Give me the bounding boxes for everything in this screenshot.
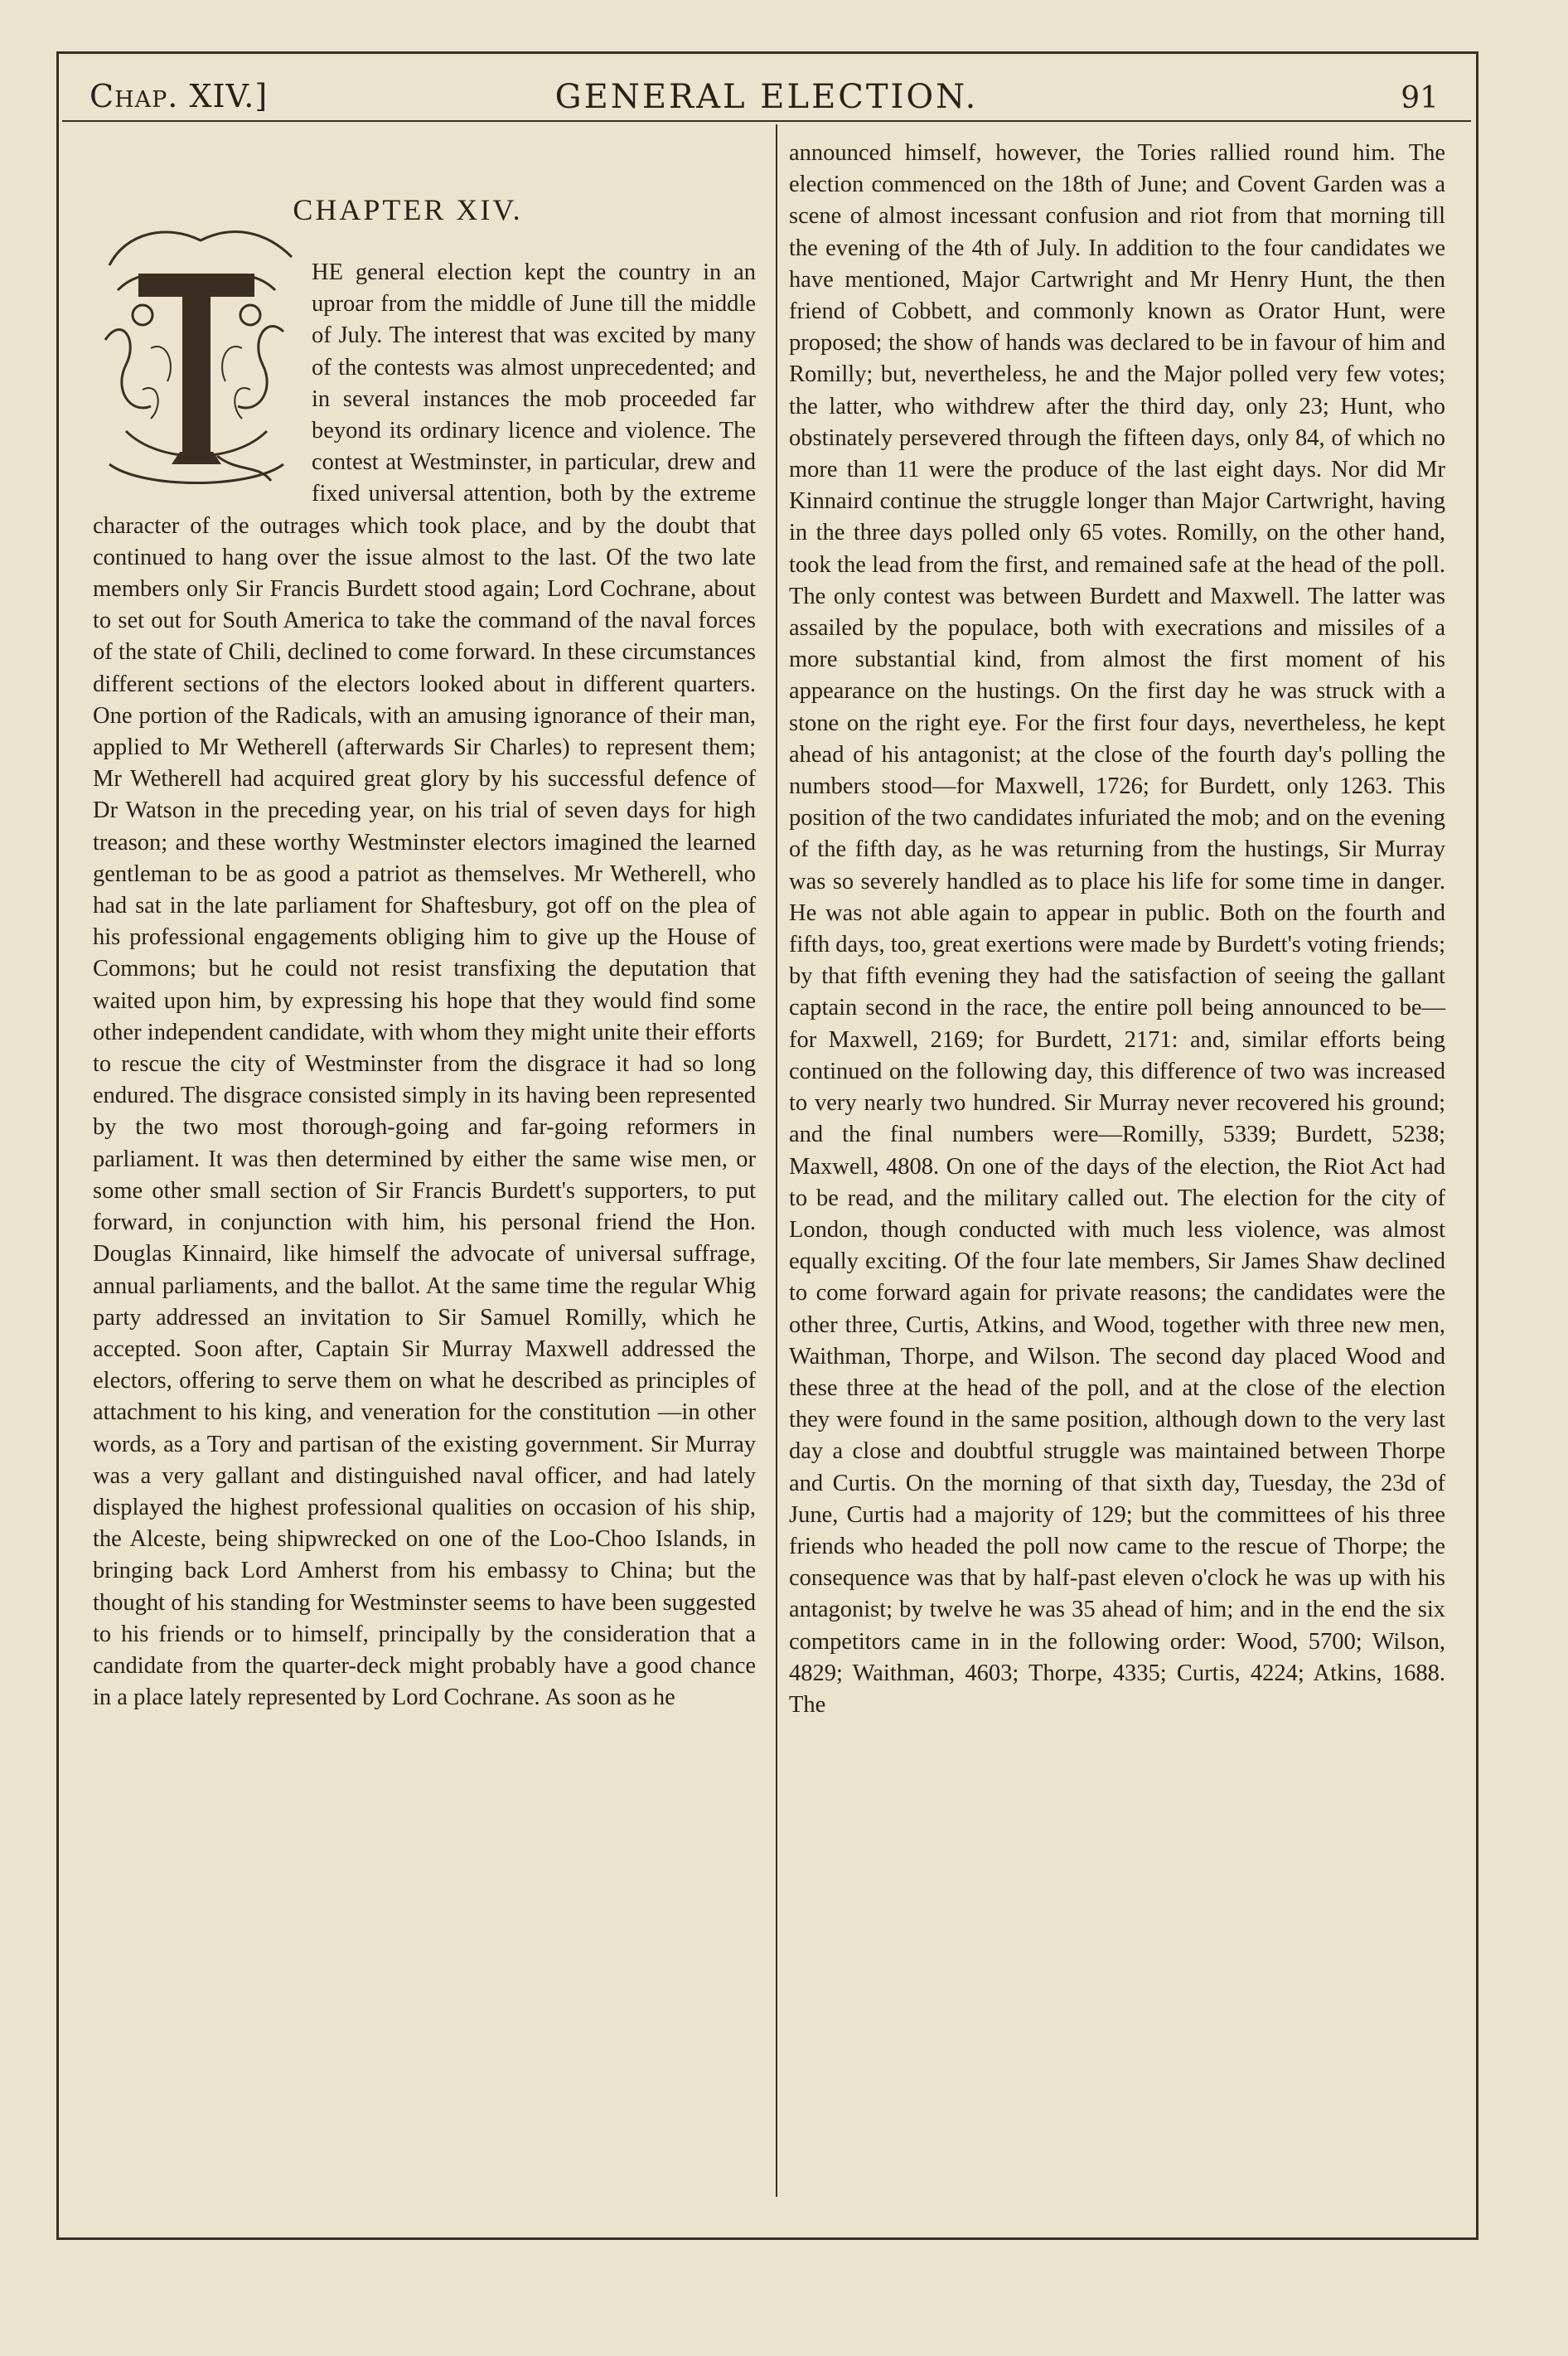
left-column-text: HE general election kept the country in an uproar from the middle of June till the middle of July. The interest that was excited by many of the contests was almost unprecedented; and in several instances the mob proceeded far beyond its ordinary licence and violence. The contest at Westminster, in particular, drew and fixed universal attention, both by the extreme character of the outrages which took place, and by the doubt that continued to hang over the issue almost to the last. Of the two late members only Sir Francis Burdett stood again; Lord Cochrane, about to set out for South America to take the command of the naval forces of the state of Chili, declined to come forward. In these circumstances different sections of the electors looked about in different quarters. One portion of the Radicals, with an amusing ignorance of their man, applied to Mr Wetherell (afterwards Sir Charles) to represent them; Mr Wetherell had acquired great glory by his successful defence of Dr Watson in the preceding year, on his trial of seven days for high treason; and these worthy Westminster electors imagined the learned gentleman to be as good a patriot as themselves. Mr Wetherell, who had sat in the late parliament for Shaftesbury, got off on the plea of his professional engagements obliging him to give up the House of Commons; but he could not resist transfixing the deputation that waited upon him, by expressing his hope that they would find some other independent candidate, with whom they might unite their efforts to rescue the city of Westminster from the disgrace it had so long endured. The disgrace consisted simply in its having been represented by the two most thorough-going and far-going reformers in parliament. It was then determined by either the same wise men, or some other small section of Sir Francis Burdett's supporters, to put forward, in conjunction with him, his personal friend the Hon. Douglas Kinnaird, like himself the advocate of universal suffrage, annual parliaments, and the ballot. At the same time the regular Whig party addressed an invitation to Sir Samuel Romilly, which he accepted. Soon after, Captain Sir Murray Maxwell addressed the electors, offering to serve them on what he described as principles of attachment to his king, and veneration for the constitution —in other words, as a Tory and partisan of the existing government. Sir Murray was a very gallant and distinguished naval officer, and had lately displayed the highest professional qualities on occasion of his ship, the Alceste, being shipwrecked on one of the Loo-Choo Islands, in bringing back Lord Amherst from his embassy to China; but the thought of his standing for Westminster seems to have been suggested to his friends or to himself, principally by the consideration that a candidate from the quarter-deck might probably have a good chance in a place lately represented by Lord Cochrane. As soon as he bbox=[93, 259, 756, 1711]
page-number: 91 bbox=[1401, 81, 1439, 115]
running-header bbox=[90, 73, 1444, 116]
column-divider bbox=[776, 124, 777, 2197]
chapter-reference: Chap. XIV.] bbox=[90, 78, 269, 114]
running-title: GENERAL ELECTION. bbox=[554, 78, 979, 116]
right-column bbox=[789, 138, 1445, 1721]
ornamental-dropcap-icon bbox=[93, 216, 300, 493]
footer-rule bbox=[62, 2238, 1471, 2240]
right-column-text: announced himself, however, the Tories rallied round him. The election commenced on the 18th of June; and Covent Garden was a scene of almost incessant confusion and riot from that morning till the evening of the 4th of July. In addition to the four candidates we have mentioned, Major Cartwright and Mr Henry Hunt, the then friend of Cobbett, and commonly known as Orator Hunt, were proposed; the show of hands was declared to be in favour of him and Romilly; but, nevertheless, he and the Major polled very few votes; the latter, who withdrew after the third day, only 23; Hunt, who obstinately persevered through the fifteen days, only 84, of which no more than 11 were the produce of the last eight days. Nor did Mr Kinnaird continue the struggle longer than Major Cartwright, having in the three days polled only 65 votes. Romilly, on the other hand, took the lead from the first, and remained safe at the head of the poll. The only contest was between Burdett and Maxwell. The latter was assailed by the populace, both with execrations and missiles of a more substantial kind, from almost the first moment of his appearance on the hustings. On the first day he was struck with a stone on the right eye. For the first four days, nevertheless, he kept ahead of his antagonist; at the close of the fourth day's polling the numbers stood—for Maxwell, 1726; for Burdett, only 1263. This position of the two candidates infuriated the mob; and on the evening of the fifth day, as he was returning from the hustings, Sir Murray was so severely handled as to place his life for some time in danger. He was not able again to appear in public. Both on the fourth and fifth days, too, great exertions were made by Burdett's voting friends; by that fifth evening they had the satisfaction of seeing the gallant captain second in the race, the entire poll being announced to be—for Maxwell, 2169; for Burdett, 2171: and, similar efforts being continued on the following day, this difference of two was increased to very nearly two hundred. Sir Murray never recovered his ground; and the final numbers were—Romilly, 5339; Burdett, 5238; Maxwell, 4808. On one of the days of the election, the Riot Act had to be read, and the military called out. The election for the city of London, though conducted with much less violence, was almost equally exciting. Of the four late members, Sir James Shaw declined to come forward again for private reasons; the candidates were the other three, Curtis, Atkins, and Wood, together with three new men, Waithman, Thorpe, and Wilson. The second day placed Wood and these three at the head of the poll, and at the close of the election they were found in the same position, although down to the very last day a close and doubtful struggle was maintained between Thorpe and Curtis. On the morning of that sixth day, Tuesday, the 23d of June, Curtis had a majority of 129; but the committees of his three friends who headed the poll now came to the rescue of Thorpe; the consequence was that by half-past eleven o'clock he was up with his antagonist; by twelve he was 35 ahead of him; and in the end the six competitors came in in the following order: Wood, 5700; Wilson, 4829; Waithman, 4603; Thorpe, 4335; Curtis, 4224; Atkins, 1688. The bbox=[789, 140, 1445, 1718]
left-column bbox=[93, 182, 756, 1714]
chapter-heading: CHAPTER XIV. bbox=[293, 193, 523, 226]
header-rule bbox=[62, 120, 1471, 122]
